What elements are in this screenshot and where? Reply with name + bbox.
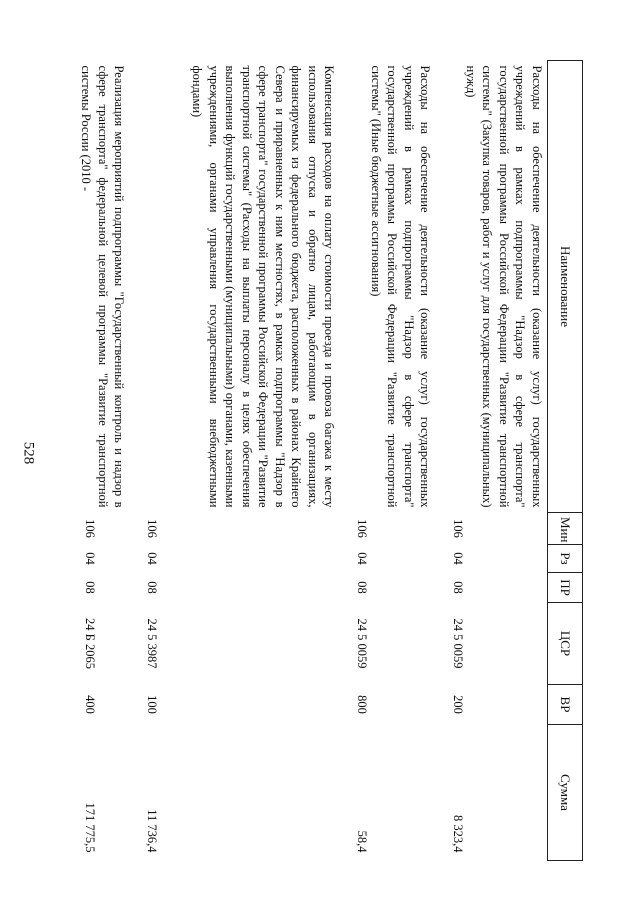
row-rz: 04	[83, 552, 98, 565]
row-name: Компенсация расходов на оплату стоимости проезда и провоза багажа к месту использования отпуска и обратно лицам, работающим в организациях, финансируемых из федерального бюджета, расположенных в районах Крайнего Севера и приравненных к ним местностях, в рамках подпрограммы "Надзор в сфере транспорта" государственной программы Российской Федерации "Развитие транспортной системы" (Расходы на выплаты персоналу в целях обеспечения выполнения функций государственными (муниципальными) органами, казенными учреждениями, органами управления государственными внебюджетными фондами)	[190, 65, 337, 508]
row-rz: 04	[355, 552, 369, 565]
row-pr: 08	[355, 581, 369, 594]
row-csr: 24 5 3987	[145, 618, 159, 669]
row-vr: 800	[355, 695, 369, 714]
table-header-row	[548, 61, 583, 861]
row-csr: 24 5 0059	[451, 618, 465, 669]
row-sum: 8 323,4	[451, 815, 465, 853]
row-min: 106	[451, 519, 465, 538]
row-sum: 58,4	[355, 830, 369, 853]
row-pr: 08	[145, 581, 159, 594]
row-csr: 24 Б 2065	[83, 618, 98, 669]
header-rz: Рз	[548, 545, 583, 573]
row-rz: 04	[145, 552, 159, 565]
header-pr: ПР	[548, 573, 583, 603]
row-min: 106	[145, 519, 159, 538]
row-vr: 200	[451, 695, 465, 714]
header-csr: ЦСР	[548, 603, 583, 685]
table-row	[436, 61, 548, 861]
row-name: Реализация мероприятий подпрограммы "Государственный контроль и надзор в сфере транспорта" федеральной целевой программы "Развитие транспортной системы России (2010 -	[79, 65, 127, 508]
row-rz: 04	[451, 552, 465, 565]
header-min: Мин	[548, 513, 583, 545]
row-min: 106	[355, 519, 369, 538]
row-sum: 11 736,4	[145, 809, 159, 853]
header-name: Наименование	[548, 61, 583, 513]
table-row	[68, 61, 130, 861]
row-name: Расходы на обеспечение деятельности (оказание услуг) государственных учреждений в рамках подпрограммы "Надзор в сфере транспорта" государственной программы Российской Федерации "Развитие транспортной системы" (Иные бюджетные ассигнования)	[369, 65, 433, 508]
row-csr: 24 5 0059	[355, 618, 369, 669]
row-vr: 100	[145, 695, 159, 714]
row-sum: 171 775,5	[83, 802, 98, 853]
page-number: 528	[20, 441, 37, 465]
budget-table	[68, 60, 583, 861]
row-pr: 08	[451, 581, 465, 594]
row-pr: 08	[83, 581, 98, 594]
rotated-page	[63, 60, 583, 860]
row-min: 106	[83, 519, 98, 538]
header-sum: Сумма	[548, 725, 583, 861]
row-vr: 400	[83, 695, 98, 714]
table-row	[340, 61, 436, 861]
header-vr: ВР	[548, 685, 583, 725]
table-row	[130, 61, 340, 861]
row-name: Расходы на обеспечение деятельности (оказание услуг) государственных учреждений в рамках подпрограммы "Надзор в сфере транспорта" государственной программы Российской Федерации "Развитие транспортной системы" (Закупка товаров, работ и услуг для государственных (муниципальных) нужд)	[464, 65, 544, 508]
